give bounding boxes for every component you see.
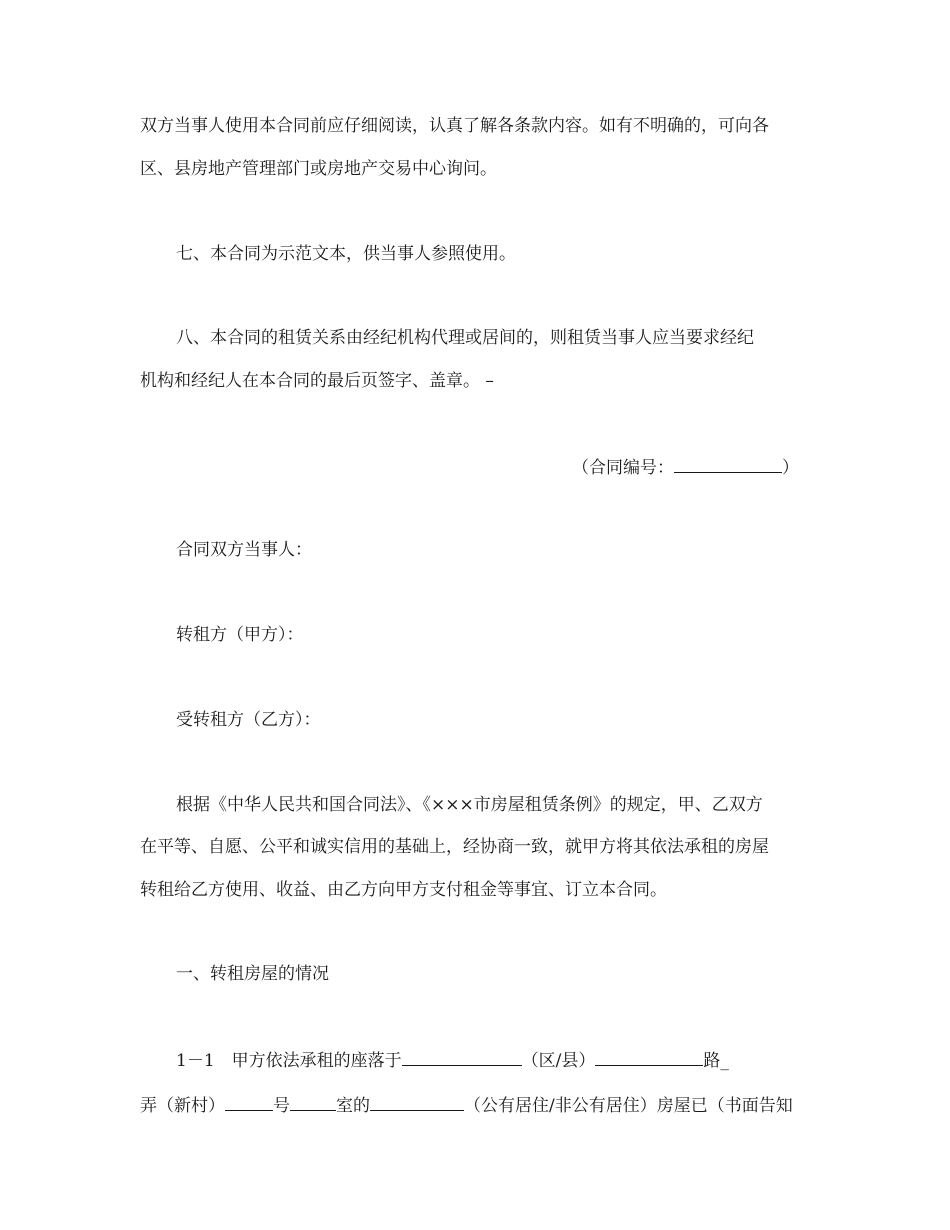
clause-number: 1－1 — [176, 1051, 215, 1071]
contract-number-blank — [674, 454, 782, 473]
clause-text: 甲方依法承租的座落于 — [231, 1051, 402, 1071]
type-blank — [370, 1092, 464, 1111]
district-label: （区/县） — [521, 1051, 596, 1071]
road-blank — [595, 1047, 703, 1066]
room-label: 室的 — [336, 1096, 370, 1116]
number-label: 号 — [273, 1096, 290, 1116]
contract-number-close: ） — [782, 458, 799, 478]
party-b-label: 受转租方（乙方）： — [176, 710, 321, 730]
lane-label: 弄（新村） — [140, 1096, 225, 1116]
item-8-line-1: 八、本合同的租赁关系由经纪机构代理或居间的，则租赁当事人应当要求经纪 — [176, 328, 754, 348]
location-blank — [402, 1047, 522, 1066]
number-blank — [225, 1092, 273, 1111]
section-1-heading: 一、转租房屋的情况 — [176, 964, 329, 984]
parties-heading: 合同双方当事人： — [176, 540, 312, 560]
road-label: 路_ — [703, 1051, 729, 1071]
type-label: （公有居住/非公有居住）房屋已（书面告知 — [464, 1096, 793, 1116]
intro-line-2: 区、县房地产管理部门或房地产交易中心询问。 — [140, 159, 497, 179]
item-7: 七、本合同为示范文本，供当事人参照使用。 — [176, 244, 516, 264]
preamble-line-3: 转租给乙方使用、收益、由乙方向甲方支付租金等事宜、订立本合同。 — [140, 880, 667, 900]
clause-1-1-line-1 — [176, 1047, 729, 1073]
preamble-line-1: 根据《中华人民共和国合同法》、《×××市房屋租赁条例》的规定，甲、乙双方 — [176, 795, 763, 815]
contract-number — [572, 454, 799, 480]
clause-1-1-line-2 — [140, 1092, 793, 1118]
intro-line-1: 双方当事人使用本合同前应仔细阅读，认真了解各条款内容。如有不明确的，可向各 — [140, 116, 769, 136]
party-a-label: 转租方（甲方）： — [176, 625, 304, 645]
room-blank — [290, 1092, 336, 1111]
preamble-line-2: 在平等、自愿、公平和诚实信用的基础上，经协商一致，就甲方将其依法承租的房屋 — [140, 837, 769, 857]
contract-number-label: （合同编号： — [572, 458, 674, 478]
item-8-line-2: 机构和经纪人在本合同的最后页签字、盖章。 – — [140, 371, 494, 391]
